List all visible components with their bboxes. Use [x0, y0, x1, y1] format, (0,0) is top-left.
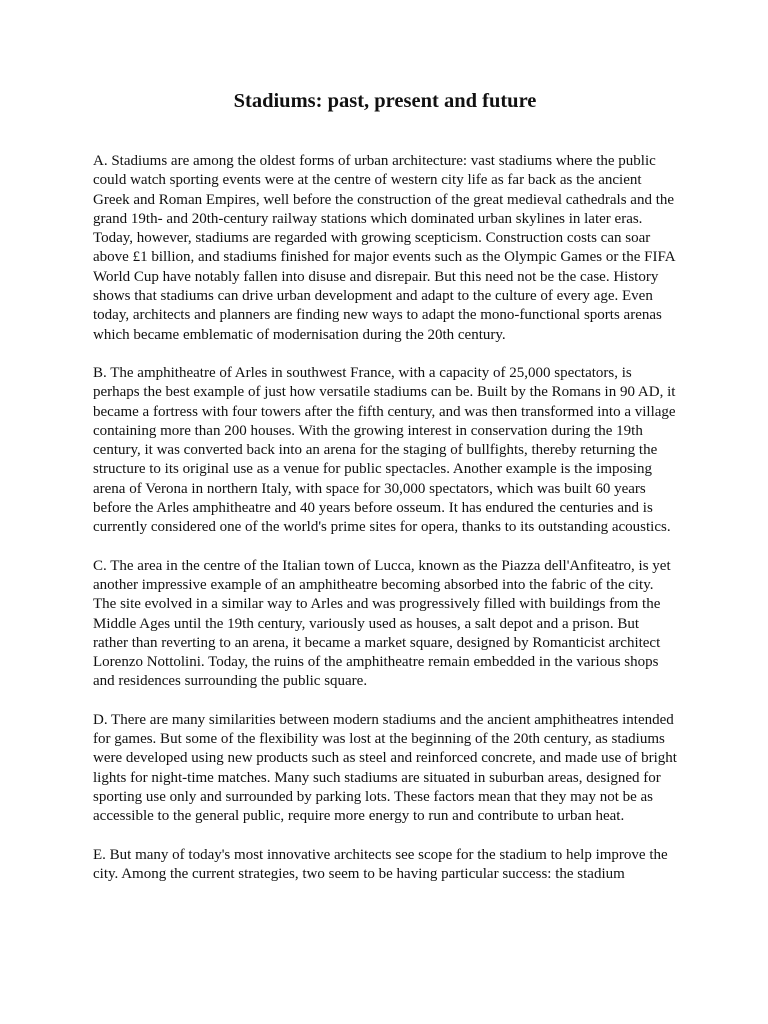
- document-title: Stadiums: past, present and future: [233, 90, 537, 112]
- document-body: [93, 152, 677, 903]
- paragraph-a: A. Stadiums are among the oldest forms of urban architecture: vast stadiums where the public could watch sporting events were at the centre of western city life as far back as the ancient Greek and Roman Empires, well before the construction of the great medieval cathedrals and the grand 19th- and 20th-century railway stations which dominated urban skylines in later eras. Today, however, stadiums are regarded with growing scepticism. Construction costs can soar above £1 billion, and stadiums finished for major events such as the Olympic Games or the FIFA World Cup have notably fallen into disuse and disrepair. But this need not be the case. History shows that stadiums can drive urban development and adapt to the culture of every age. Even today, architects and planners are finding new ways to adapt the mono-functional sports arenas which became emblematic of modernisation during the 20th century.: [93, 153, 675, 343]
- paragraph-c: C. The area in the centre of the Italian town of Lucca, known as the Piazza dell'Anfiteatro, is yet another impressive example of an amphitheatre becoming absorbed into the fabric of the city. The site evolved in a similar way to Arles and was progressively filled with buildings from the Middle Ages until the 19th century, variously used as houses, a salt depot and a prison. But rather than reverting to an arena, it became a market square, designed by Romanticist architect Lorenzo Nottolini. Today, the ruins of the amphitheatre remain embedded in the various shops and residences surrounding the public square.: [93, 557, 671, 690]
- paragraph-d: D. There are many similarities between modern stadiums and the ancient amphitheatres intended for games. But some of the flexibility was lost at the beginning of the 20th century, as stadiums were developed using new products such as steel and reinforced concrete, and made use of bright lights for night-time matches. Many such stadiums are situated in suburban areas, designed for sporting use only and surrounded by parking lots. These factors mean that they may not be as accessible to the general public, require more energy to run and contribute to urban heat.: [93, 711, 677, 825]
- paragraph-b: B. The amphitheatre of Arles in southwest France, with a capacity of 25,000 spectators, is perhaps the best example of just how versatile stadiums can be. Built by the Romans in 90 AD, it became a fortress with four towers after the fifth century, and was then transformed into a village containing more than 200 houses. With the growing interest in conservation during the 19th century, it was converted back into an arena for the staging of bullfights, thereby returning the structure to its original use as a venue for public spectacles. Another example is the imposing arena of Verona in northern Italy, with space for 30,000 spectators, which was built 60 years before the Arles amphitheatre and 40 years before osseum. It has endured the centuries and is currently considered one of the world's prime sites for opera, thanks to its outstanding acoustics.: [93, 364, 676, 536]
- paragraph-e: E. But many of today's most innovative architects see scope for the stadium to help improve the city. Among the current strategies, two seem to be having particular success: the stadium: [93, 846, 668, 882]
